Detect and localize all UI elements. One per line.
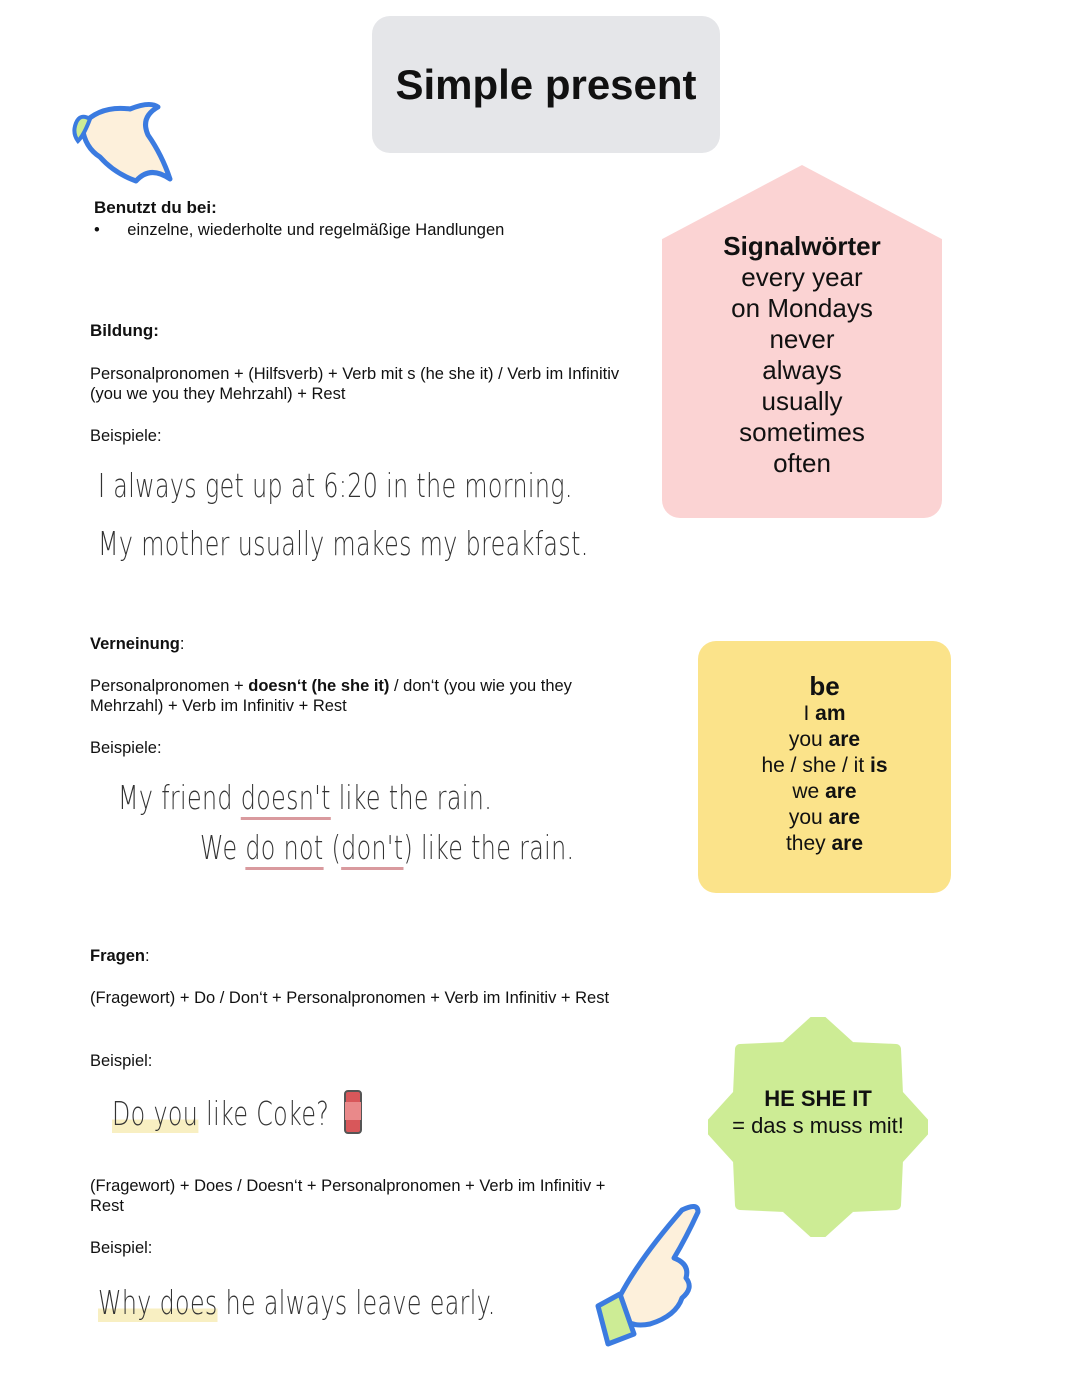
rule-part: Personalpronomen + (90, 677, 249, 695)
be-conjugation-box (698, 641, 951, 893)
signal-word: usually (761, 386, 843, 416)
usage-heading: Benutzt du bei: (94, 198, 217, 217)
pronoun: they (785, 832, 832, 855)
signal-heading: Signalwörter (723, 231, 881, 261)
verb: are (825, 780, 857, 803)
verb: am (815, 702, 846, 725)
signal-word: every year (741, 262, 863, 292)
bildung-heading: Bildung: (90, 321, 159, 340)
rule-bold: doesn‘t (he she it) (248, 677, 390, 695)
he-she-it-star (708, 1017, 928, 1237)
highlight: Why does (98, 1283, 218, 1322)
t: he always leave early. (217, 1283, 496, 1322)
page-title: Simple present (395, 60, 697, 108)
t: ) (403, 828, 414, 867)
signal-word: often (773, 448, 831, 478)
verb: are (828, 728, 861, 751)
title-box (372, 16, 720, 153)
colon: : (145, 947, 150, 965)
t: like Coke? (198, 1094, 330, 1133)
be-row (698, 753, 951, 779)
pronoun: you (788, 806, 829, 829)
bildung-rule: Personalpronomen + (Hilfsverb) + Verb mit s (he she it) / Verb im Infinitiv (you we you they Mehrzahl) + Rest (90, 365, 620, 403)
be-row (698, 779, 951, 805)
coke-can-icon (342, 1088, 364, 1136)
be-row (698, 831, 951, 857)
be-row (698, 701, 951, 727)
t: My friend (118, 778, 241, 817)
verneinung-rule (90, 676, 630, 716)
underlined: do not (245, 828, 324, 867)
verneinung-heading: Verneinung (90, 635, 180, 653)
signal-word: never (769, 324, 835, 354)
bildung-example-2: My mother usually makes my breakfast. (98, 524, 589, 563)
underlined: don't (341, 828, 404, 867)
pointing-hand-icon (70, 95, 180, 190)
pronoun: he / she / it (761, 754, 871, 777)
be-heading: be (809, 671, 840, 701)
rule-part: / don‘t (you wie you they Mehrzahl) + Verb im Infinitiv + Rest (90, 677, 572, 715)
usage-bullet: • einzelne, wiederholte und regelmäßige Handlungen (94, 221, 505, 239)
signal-words-box (662, 165, 942, 518)
pronoun: I (803, 702, 816, 725)
fragen-rule-1: (Fragewort) + Do / Don‘t + Personalpronomen + Verb im Infinitiv + Rest (90, 989, 610, 1007)
verneinung-example-1 (118, 778, 492, 817)
t: We (200, 828, 246, 867)
fragen-example-label-2: Beispiel: (90, 1239, 153, 1257)
bildung-examples-label: Beispiele: (90, 427, 162, 445)
t: ( (323, 828, 342, 867)
star-heading: HE SHE IT (764, 1086, 872, 1111)
signal-word: on Mondays (731, 293, 873, 323)
pointing-hand-icon (590, 1198, 705, 1348)
be-row (698, 805, 951, 831)
signal-word: sometimes (739, 417, 865, 447)
fragen-heading-line (90, 946, 150, 966)
verneinung-heading-line (90, 634, 184, 654)
pronoun: we (792, 780, 826, 803)
t: like the rain. (330, 778, 493, 817)
t: like the rain. (413, 828, 575, 867)
fragen-example-1 (112, 1094, 329, 1133)
verneinung-example-2 (200, 828, 574, 867)
colon: : (179, 635, 185, 653)
usage-bullet-text: einzelne, wiederholte und regelmäßige Handlungen (127, 221, 505, 239)
fragen-heading: Fragen (90, 947, 146, 965)
be-row (698, 727, 951, 753)
verneinung-examples-label: Beispiele: (90, 739, 162, 757)
fragen-example-2 (98, 1283, 496, 1322)
fragen-rule-2: (Fragewort) + Does / Doesn‘t + Personalpronomen + Verb im Infinitiv + Rest (90, 1177, 606, 1215)
highlight: Do you (112, 1094, 199, 1133)
verb: is (870, 754, 888, 777)
pronoun: you (788, 728, 829, 751)
star-text: = das s muss mit! (732, 1113, 904, 1138)
signal-word: always (762, 355, 842, 385)
underlined: doesn't (240, 778, 331, 817)
fragen-example-label-1: Beispiel: (90, 1052, 153, 1070)
verb: are (828, 806, 861, 829)
bildung-example-1: I always get up at 6:20 in the morning. (98, 466, 573, 505)
verb: are (831, 832, 864, 855)
